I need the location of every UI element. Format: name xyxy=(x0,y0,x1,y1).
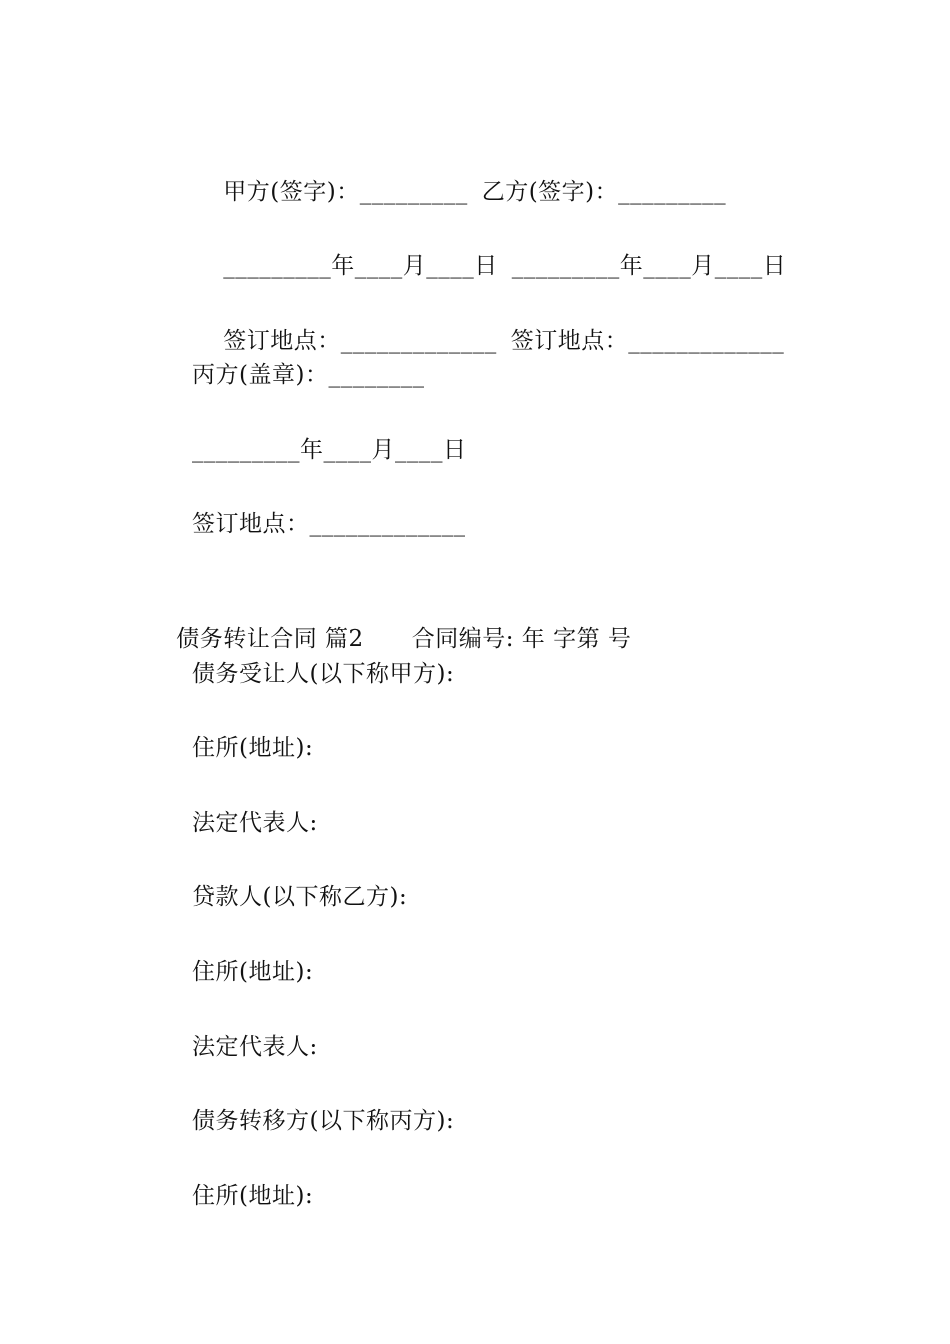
lender-line: 贷款人(以下称乙方): xyxy=(192,884,408,910)
assignee-representative-line: 法定代表人: xyxy=(192,810,318,836)
party-a-place: 签订地点：_____________ xyxy=(223,328,497,354)
transferor-line: 债务转移方(以下称丙方): xyxy=(192,1108,455,1134)
party-b-signature: 乙方(签字)：_________ xyxy=(481,179,727,205)
party-c-place: 签订地点：_____________ xyxy=(192,511,466,537)
signature-row-dates xyxy=(192,206,787,279)
party-b-date: _________年____月____日 xyxy=(511,253,787,279)
section-heading xyxy=(145,579,632,652)
section-title: 债务转让合同 篇2 xyxy=(176,626,364,652)
signature-row-parties xyxy=(192,132,727,205)
transferor-address-line: 住所(地址): xyxy=(192,1183,314,1209)
assignee-address-line: 住所(地址): xyxy=(192,735,314,761)
party-a-date: _________年____月____日 xyxy=(223,253,498,279)
party-a-signature: 甲方(签字)：_________ xyxy=(223,179,468,205)
lender-address-line: 住所(地址): xyxy=(192,959,314,985)
signature-row-places xyxy=(192,281,785,354)
party-b-place: 签订地点：_____________ xyxy=(510,328,785,354)
lender-representative-line: 法定代表人: xyxy=(192,1034,318,1060)
party-c-date: _________年____月____日 xyxy=(192,437,467,463)
party-c-seal: 丙方(盖章)：________ xyxy=(192,362,425,388)
assignee-line: 债务受让人(以下称甲方): xyxy=(192,661,455,687)
contract-number: 合同编号: 年 字第 号 xyxy=(411,626,632,652)
